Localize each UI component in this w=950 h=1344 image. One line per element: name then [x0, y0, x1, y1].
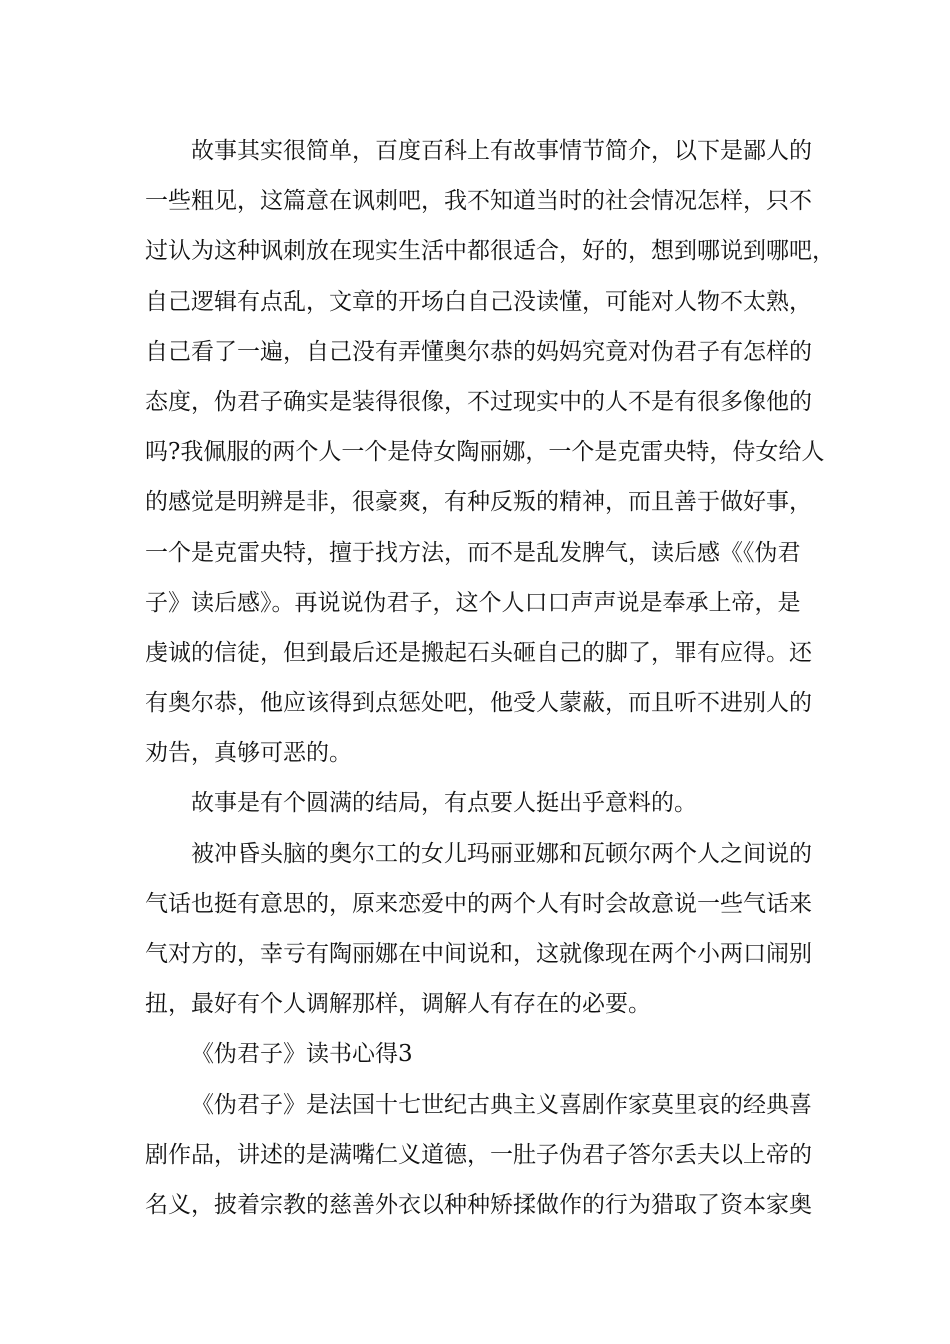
text-line: 的感觉是明辨是非，很豪爽，有种反叛的精神，而且善于做好事，	[145, 489, 812, 516]
text-line: 故事其实很简单，百度百科上有故事情节简介，以下是鄙人的	[191, 138, 812, 164]
text-line: 自己逻辑有点乱，文章的开场白自己没读懂，可能对人物不太熟，	[145, 288, 812, 315]
text-line: 劝告，真够可恶的。	[145, 740, 352, 767]
text-line: 一些粗见，这篇意在讽刺吧，我不知道当时的社会情况怎样，只不	[145, 188, 812, 215]
text-line: 剧作品，讲述的是满嘴仁义道德，一肚子伪君子答尔丢夫以上帝的	[145, 1141, 812, 1168]
text-line: 气对方的，幸亏有陶丽娜在中间说和，这就像现在两个小两口闹别	[145, 941, 812, 967]
text-line: 自己看了一遍，自己没有弄懂奥尔恭的妈妈究竟对伪君子有怎样的	[145, 338, 812, 365]
text-line: 名义，披着宗教的慈善外衣以种种矫揉做作的行为猎取了资本家奥	[145, 1191, 812, 1218]
text-line: 一个是克雷央特，擅于找方法，而不是乱发脾气，读后感《《伪君	[145, 539, 801, 566]
text-line: 有奥尔恭，他应该得到点惩处吧，他受人蒙蔽，而且听不进别人的	[145, 690, 812, 717]
document-body	[145, 126, 835, 1230]
text-line: 子》读后感》。再说说伪君子，这个人口口声声说是奉承上帝，是	[145, 589, 801, 616]
text-line: 《伪君子》是法国十七世纪古典主义喜剧作家莫里哀的经典喜	[191, 1091, 812, 1118]
text-line: 故事是有个圆满的结局，有点要人挺出乎意料的。	[191, 790, 697, 817]
text-line: 虔诚的信徒，但到最后还是搬起石头砸自己的脚了，罪有应得。还	[145, 639, 812, 666]
text-line: 态度，伪君子确实是装得很像，不过现实中的人不是有很多像他的	[145, 388, 812, 415]
section-heading: 《伪君子》读书心得3	[191, 1041, 413, 1068]
text-line: 气话也挺有意思的，原来恋爱中的两个人有时会故意说一些气话来	[145, 890, 812, 917]
text-line: 过认为这种讽刺放在现实生活中都很适合，好的，想到哪说到哪吧，	[145, 238, 835, 265]
text-line: 扭，最好有个人调解那样，调解人有存在的必要。	[145, 991, 651, 1018]
text-line: 吗?我佩服的两个人一个是侍女陶丽娜，一个是克雷央特，侍女给人	[145, 439, 825, 466]
text-line: 被冲昏头脑的奥尔工的女儿玛丽亚娜和瓦顿尔两个人之间说的	[191, 840, 812, 867]
